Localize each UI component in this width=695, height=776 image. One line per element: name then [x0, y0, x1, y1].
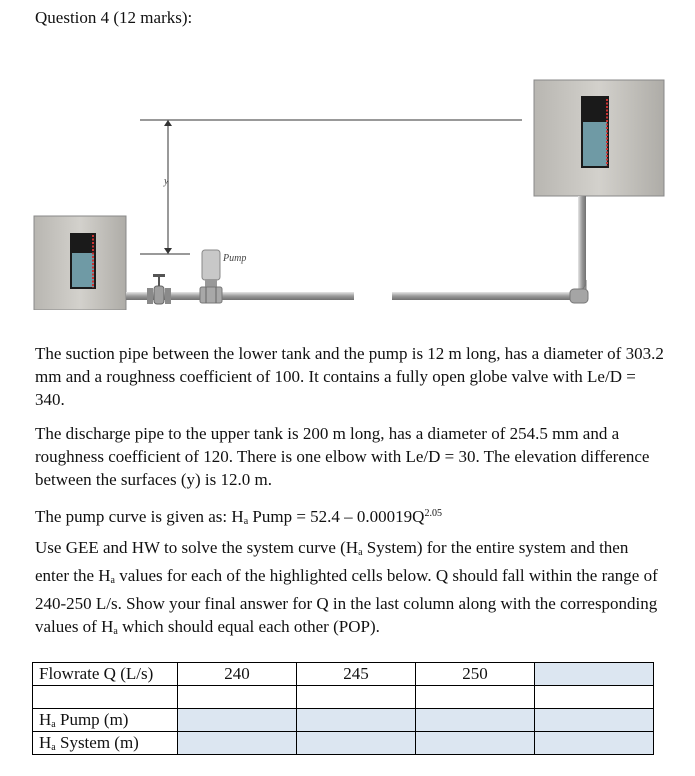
paragraph-suction-pipe: The suction pipe between the lower tank and the pump is 12 m long, has a diameter of 303.2 mm and a roughness coefficient of 100. It contains a fully open globe valve with Le/D = 340.: [35, 344, 664, 409]
y-label: y: [164, 176, 169, 187]
pump-label: Pump: [223, 253, 247, 264]
y-arrow-head-bottom: [164, 248, 172, 254]
flow-cell-2: 245: [297, 663, 416, 686]
pump-head-label: $H_a$ Pump (m): [33, 709, 178, 732]
pump-head-cell-3[interactable]: [416, 709, 535, 732]
discharge-pipe: [392, 292, 578, 300]
question-title: Question 4 (12 marks):: [35, 8, 193, 27]
answer-table: [32, 662, 654, 755]
flow-answer-cell[interactable]: [535, 663, 654, 686]
system-head-cell-3[interactable]: [416, 732, 535, 755]
upper-tank: [534, 80, 664, 196]
riser-pipe: [578, 196, 586, 292]
globe-valve: [147, 274, 171, 304]
paragraph-discharge-pipe: The discharge pipe to the upper tank is 200 m long, has a diameter of 254.5 mm and a roughness coefficient of 120. There is one elbow with Le/D = 30. The elevation difference between the surfaces (y) is 12.0 m.: [35, 424, 650, 489]
system-head-cell-2[interactable]: [297, 732, 416, 755]
y-arrow-head-top: [164, 120, 172, 126]
flowrate-label: Flowrate Q (L/s): [33, 663, 178, 686]
pump-head-cell-1[interactable]: [178, 709, 297, 732]
pump-system-diagram: [0, 60, 695, 310]
lower-tank: [34, 216, 126, 310]
pump-head-cell-2[interactable]: [297, 709, 416, 732]
pump-head-cell-4[interactable]: [535, 709, 654, 732]
flow-cell-1: 240: [178, 663, 297, 686]
flow-cell-3: 250: [416, 663, 535, 686]
system-head-cell-1[interactable]: [178, 732, 297, 755]
system-head-label: $H_a$ System (m): [33, 732, 178, 755]
pump: [200, 250, 222, 303]
paragraph-instructions: Use GEE and HW to solve the system curve ($H_a$ System) for the entire system and then enter the $H_a$ values for each of the highlighted cells below. Q should fall within the range of 240-250 L/s. Show your final answer for Q in the last column along with the corresponding values of $H_a$ which should equal each other (POP).: [35, 538, 658, 637]
paragraph-pump-curve: The pump curve is given as: $H_a$ Pump = $52.4 - 0.00019Q^{2.05}$: [35, 507, 442, 527]
pump-head-row: [33, 709, 654, 732]
system-head-cell-4[interactable]: [535, 732, 654, 755]
system-head-row: [33, 732, 654, 755]
blank-row: [33, 686, 654, 709]
flowrate-row: [33, 663, 654, 686]
